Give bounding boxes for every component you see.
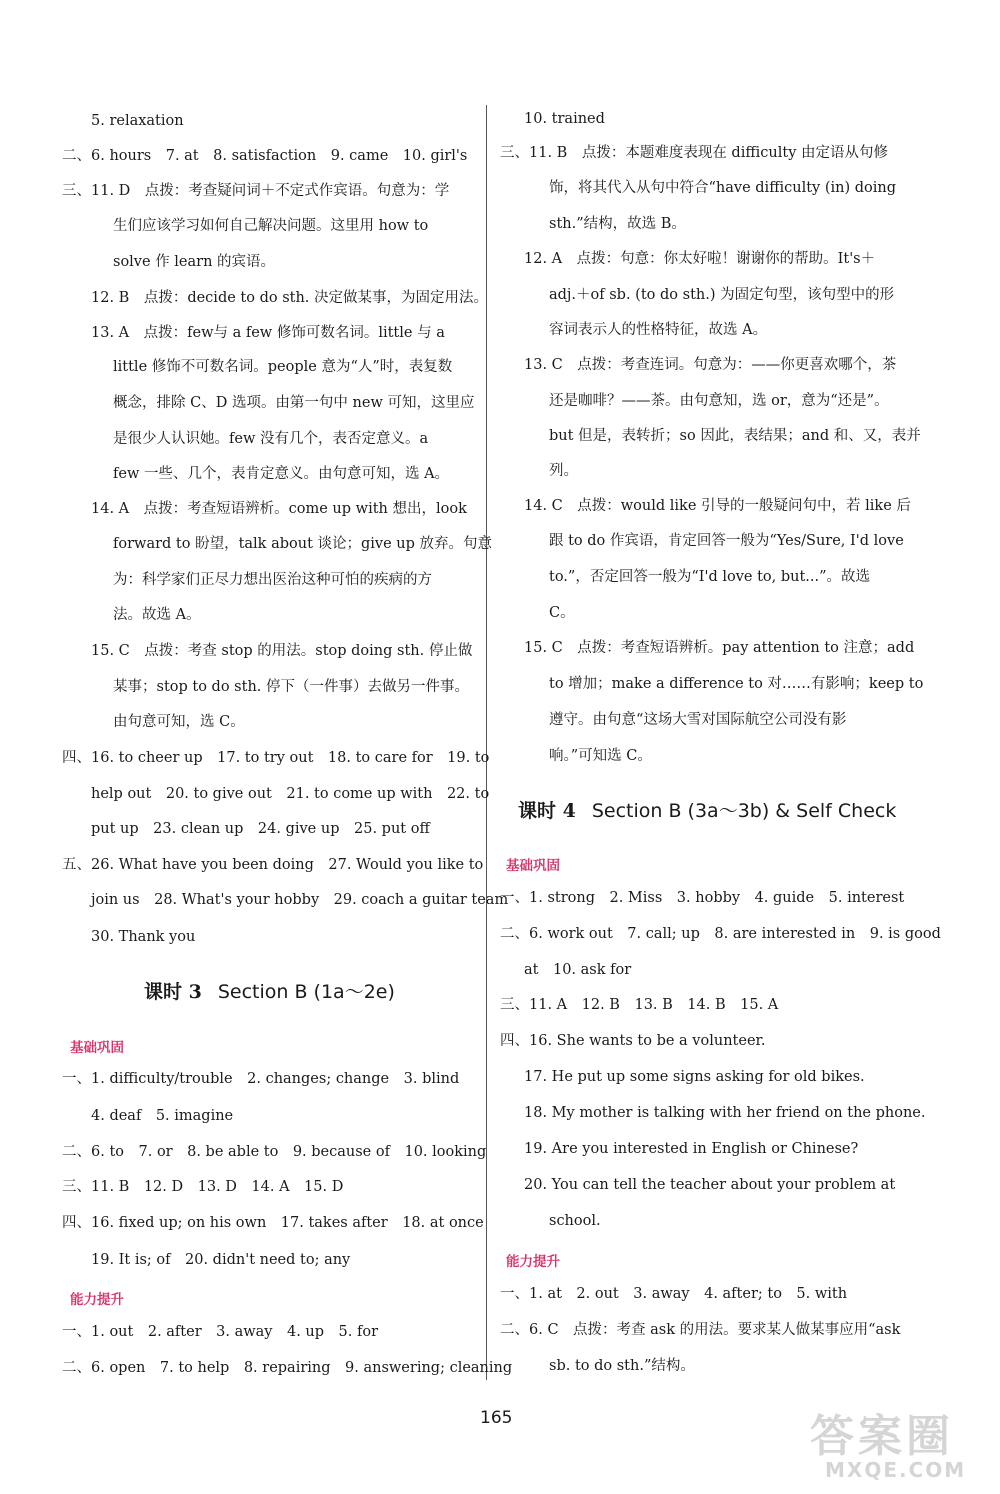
watermark — [770, 1400, 985, 1485]
answer-line: 三、11. D 点拨：考查疑问词＋不定式作宾语。句意为：学 — [62, 183, 450, 199]
answer-line: 一、1. difficulty/trouble 2. changes; change 3. blind — [62, 1071, 460, 1087]
answer-line: 四、16. She wants to be a volunteer. — [500, 1033, 766, 1049]
answer-line: adj.＋of sb. (to do sth.) 为固定句型，该句型中的形 — [549, 287, 895, 303]
answer-line: 列。 — [549, 463, 578, 479]
watermark-main: 答案圈 — [810, 1411, 954, 1462]
answer-line: 五、26. What have you been doing 27. Would you like to — [62, 857, 484, 873]
lesson-title: Section B (1a～2e) — [217, 981, 395, 1003]
answer-line: 10. trained — [524, 111, 605, 127]
section-label: 能力提升 — [70, 1292, 124, 1308]
answer-line: 一、1. at 2. out 3. away 4. after; to 5. with — [500, 1286, 848, 1302]
answer-line: 14. C 点拨：would like 引导的一般疑问句中，若 like 后 — [524, 498, 911, 514]
answer-line: 18. My mother is talking with her friend on the phone. — [524, 1105, 926, 1121]
answer-line: little 修饰不可数名词。people 意为“人”时，表复数 — [113, 359, 453, 375]
answer-line: few 一些、几个，表肯定意义。由句意可知，选 A。 — [113, 466, 450, 482]
answer-line: put up 23. clean up 24. give up 25. put off — [91, 821, 430, 837]
answer-line: 三、11. A 12. B 13. B 14. B 15. A — [500, 997, 779, 1013]
answer-line: 法。故选 A。 — [113, 607, 201, 623]
answer-line: school. — [549, 1213, 601, 1229]
answer-line: but 但是，表转折；so 因此，表结果；and 和、又，表并 — [549, 428, 921, 444]
answer-line: at 10. ask for — [524, 962, 632, 978]
answer-line: 13. C 点拨：考查连词。句意为：——你更喜欢哪个，茶 — [524, 357, 897, 373]
answer-line: to.”，否定回答一般为“I'd love to, but...”。故选 — [549, 569, 871, 585]
answer-line: 跟 to do 作宾语，肯定回答一般为“Yes/Sure, I'd love — [549, 533, 904, 549]
answer-line: 三、11. B 点拨：本题难度表现在 difficulty 由定语从句修 — [500, 145, 889, 161]
answer-line: to 增加；make a difference to 对……有影响；keep to — [549, 676, 924, 692]
answer-line: 30. Thank you — [91, 929, 196, 945]
answer-line: 15. C 点拨：考查 stop 的用法。stop doing sth. 停止做 — [91, 643, 473, 659]
answer-line: 还是咖啡？——茶。由句意知，选 or，意为“还是”。 — [549, 393, 889, 409]
answer-line: 四、16. fixed up; on his own 17. takes after 18. at once — [62, 1215, 484, 1231]
lesson-number: 课时 3 — [144, 981, 202, 1003]
answer-line: 19. Are you interested in English or Chinese? — [524, 1141, 859, 1157]
section-label: 基础巩固 — [70, 1040, 124, 1056]
answer-line: 19. It is; of 20. didn't need to; any — [91, 1252, 351, 1268]
answer-line: 12. A 点拨：句意：你太好啦！谢谢你的帮助。It's＋ — [524, 251, 876, 267]
answer-line: forward to 盼望，talk about 谈论；give up 放弃。句意 — [113, 536, 493, 552]
answer-line: 二、6. C 点拨：考查 ask 的用法。要求某人做某事应用“ask — [500, 1322, 901, 1338]
answer-line: 二、6. open 7. to help 8. repairing 9. answering; cleaning — [62, 1360, 513, 1376]
section-label: 能力提升 — [506, 1254, 560, 1270]
answer-line: 四、16. to cheer up 17. to try out 18. to care for 19. to — [62, 750, 490, 766]
answer-line: 一、1. out 2. after 3. away 4. up 5. for — [62, 1324, 379, 1340]
lesson-title: Section B (3a～3b) & Self Check — [591, 800, 897, 822]
answer-line: C。 — [549, 605, 575, 621]
answer-line: 13. A 点拨：few与 a few 修饰可数名词。little 与 a — [91, 325, 445, 341]
answer-line: 饰，将其代入从句中符合“have difficulty (in) doing — [549, 180, 897, 196]
answer-line: 20. You can tell the teacher about your problem at — [524, 1177, 896, 1193]
answer-line: sb. to do sth.”结构。 — [549, 1358, 695, 1374]
answer-line: 5. relaxation — [91, 113, 184, 129]
answer-line: sth.”结构，故选 B。 — [549, 216, 686, 232]
answer-line: 容词表示人的性格特征，故选 A。 — [549, 322, 768, 338]
answer-line: 遵守。由句意“这场大雪对国际航空公司没有影 — [549, 712, 847, 728]
answer-line: 为：科学家们正尽力想出医治这种可怕的疾病的方 — [113, 572, 432, 588]
lesson-heading — [144, 977, 395, 1004]
section-label: 基础巩固 — [506, 858, 560, 874]
answer-line: 生们应该学习如何自己解决问题。这里用 how to — [113, 218, 429, 234]
answer-line: 14. A 点拨：考查短语辨析。come up with 想出，look — [91, 501, 467, 517]
page-number: 165 — [480, 1408, 513, 1428]
lesson-number: 课时 4 — [518, 800, 576, 822]
answer-line: 二、6. work out 7. call; up 8. are interested in 9. is good — [500, 926, 941, 942]
answer-line: 12. B 点拨：decide to do sth. 决定做某事，为固定用法。 — [91, 290, 489, 306]
watermark-sub: MXQE.COM — [825, 1458, 967, 1482]
answer-line: 响。”可知选 C。 — [549, 748, 652, 764]
answer-line: 15. C 点拨：考查短语辨析。pay attention to 注意；add — [524, 640, 915, 656]
answer-line: 是很少人认识她。few 没有几个，表否定意义。a — [113, 431, 429, 447]
answer-line: 一、1. strong 2. Miss 3. hobby 4. guide 5. interest — [500, 890, 905, 906]
lesson-heading — [518, 796, 896, 823]
answer-line: solve 作 learn 的宾语。 — [113, 254, 276, 270]
answer-line: 二、6. hours 7. at 8. satisfaction 9. came 10. girl's — [62, 148, 468, 164]
answer-line: join us 28. What's your hobby 29. coach a guitar team — [91, 892, 509, 908]
answer-line: 某事；stop to do sth. 停下（一件事）去做另一件事。 — [113, 679, 469, 695]
answer-line: 17. He put up some signs asking for old bikes. — [524, 1069, 865, 1085]
answer-line: help out 20. to give out 21. to come up with 22. to — [91, 786, 490, 802]
answer-line: 由句意可知，选 C。 — [113, 714, 245, 730]
answer-line: 三、11. B 12. D 13. D 14. A 15. D — [62, 1179, 344, 1195]
answer-line: 二、6. to 7. or 8. be able to 9. because of 10. looking — [62, 1144, 487, 1160]
answer-line: 4. deaf 5. imagine — [91, 1108, 234, 1124]
answer-line: 概念，排除 C、D 选项。由第一句中 new 可知，这里应 — [113, 395, 475, 411]
